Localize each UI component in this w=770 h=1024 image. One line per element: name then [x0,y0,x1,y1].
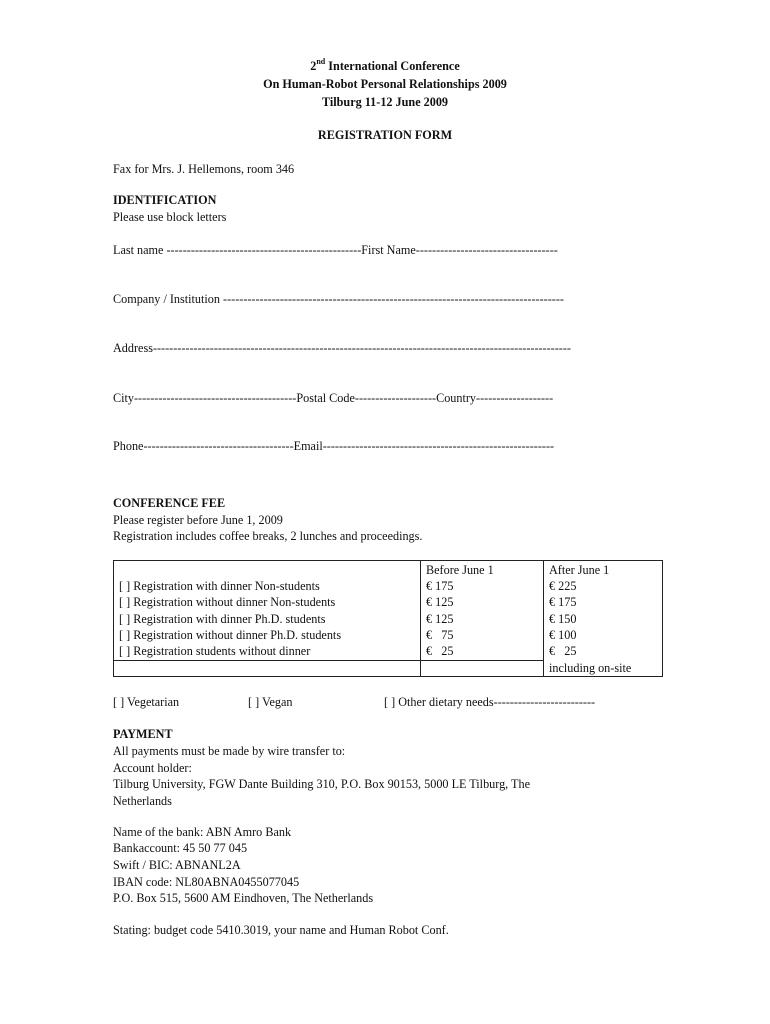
fee-before-value: € 125 [426,612,454,626]
fee-table [113,560,663,677]
fee-after-value: € 175 [549,595,577,609]
fee-after-value: € 100 [549,628,577,642]
other-dietary-field[interactable]: [ ] Other dietary needs------------------------- [384,695,596,709]
payment-heading: PAYMENT [113,727,173,741]
conference-fee-note-includes: Registration includes coffee breaks, 2 lunches and proceedings. [113,529,423,543]
fee-option-checkbox[interactable]: [ ] Registration without dinner Non-students [119,595,336,609]
column-header-after: After June 1 [549,563,610,577]
conference-title: 2nd International Conference [310,56,460,73]
vegan-checkbox[interactable]: [ ] Vegan [248,695,293,709]
form-title: REGISTRATION FORM [317,128,453,142]
address-field[interactable]: Address------------------------------------------------------------------------------------------------------- [113,341,571,355]
stating-line: Stating: budget code 5410.3019, your name and Human Robot Conf. [113,923,449,937]
fee-before-value: € 25 [426,644,454,658]
on-site-note: including on-site [549,661,632,675]
vegetarian-checkbox[interactable]: [ ] Vegetarian [113,695,180,709]
bank-detail-line: P.O. Box 515, 5600 AM Eindhoven, The Netherlands [113,891,374,905]
fee-before-value: € 175 [426,579,454,593]
identification-note: Please use block letters [113,210,227,224]
fee-option-checkbox[interactable]: [ ] Registration with dinner Ph.D. students [119,612,326,626]
fee-table-divider [543,561,544,676]
bank-detail-line: Swift / BIC: ABNANL2A [113,858,241,872]
conference-fee-note-deadline: Please register before June 1, 2009 [113,513,283,527]
fee-option-checkbox[interactable]: [ ] Registration without dinner Ph.D. students [119,628,342,642]
bank-detail-line: Bankaccount: 45 50 77 045 [113,841,248,855]
conference-location-date: Tilburg 11-12 June 2009 [321,95,449,109]
column-header-before: Before June 1 [426,563,494,577]
identification-heading: IDENTIFICATION [113,193,217,207]
fee-before-value: € 75 [426,628,454,642]
fee-table-divider [114,660,543,661]
payment-text-line: Tilburg University, FGW Dante Building 310, P.O. Box 90153, 5000 LE Tilburg, The [113,777,531,791]
fax-line: Fax for Mrs. J. Hellemons, room 346 [113,162,295,176]
fee-after-value: € 150 [549,612,577,626]
city-postal-country-field[interactable]: City----------------------------------------Postal Code--------------------Country------------------- [113,391,554,405]
fee-after-value: € 25 [549,644,577,658]
conference-fee-heading: CONFERENCE FEE [113,496,226,510]
bank-detail-line: IBAN code: NL80ABNA0455077045 [113,875,300,889]
fee-before-value: € 125 [426,595,454,609]
payment-text-line: Netherlands [113,794,172,808]
phone-email-field[interactable]: Phone-------------------------------------Email--------------------------------------------------------- [113,439,555,453]
last-first-name-field[interactable]: Last name ------------------------------------------------First Name----------------------------------- [113,243,558,257]
fee-option-checkbox[interactable]: [ ] Registration with dinner Non-students [119,579,320,593]
fee-after-value: € 225 [549,579,577,593]
fee-table-divider [420,561,421,676]
payment-text-line: Account holder: [113,761,192,775]
company-field[interactable]: Company / Institution ------------------------------------------------------------------------------------ [113,292,564,306]
conference-subtitle: On Human-Robot Personal Relationships 2009 [263,77,507,91]
bank-detail-line: Name of the bank: ABN Amro Bank [113,825,292,839]
payment-text-line: All payments must be made by wire transfer to: [113,744,346,758]
fee-option-checkbox[interactable]: [ ] Registration students without dinner [119,644,311,658]
